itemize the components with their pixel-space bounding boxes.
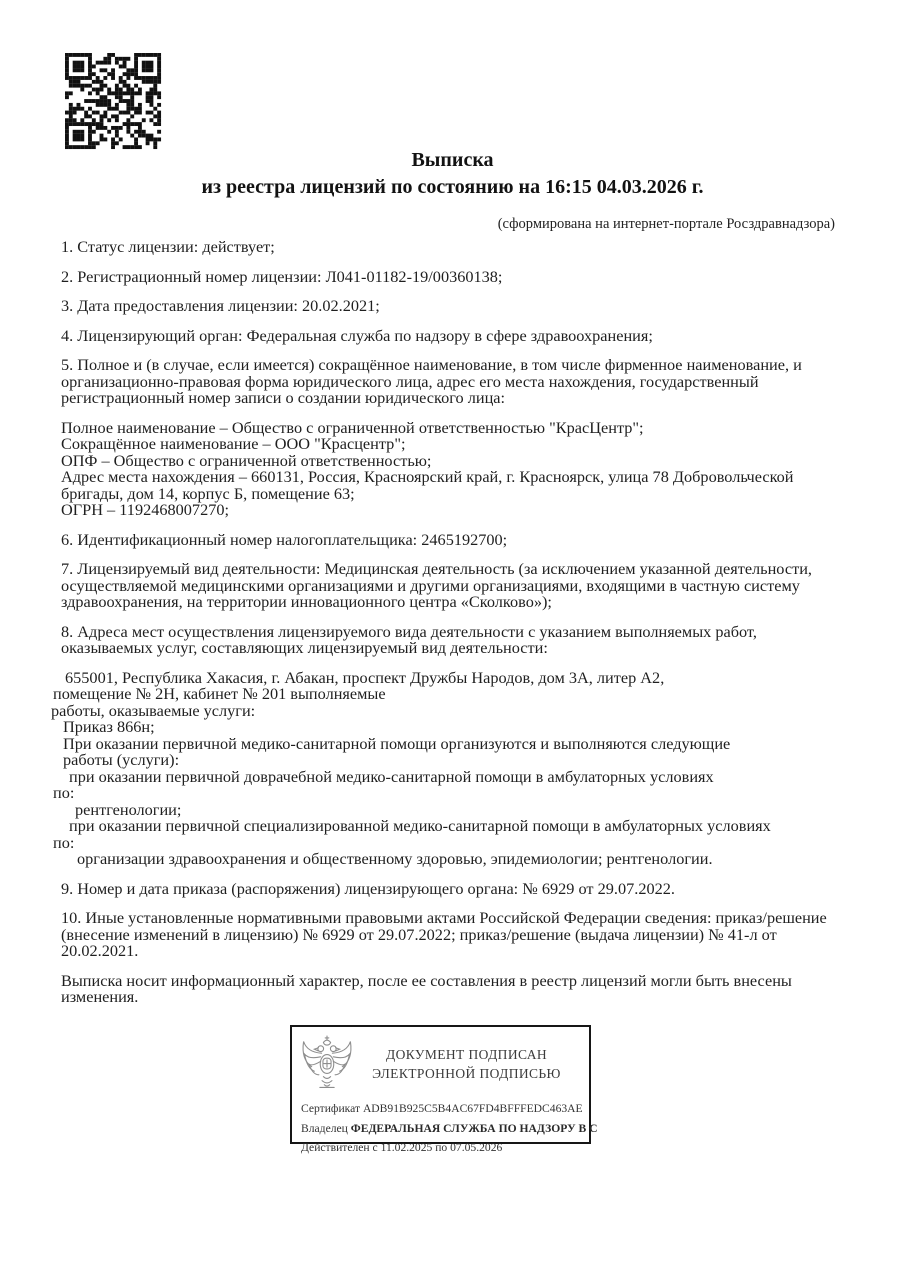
org-details-block <box>61 417 841 519</box>
para-license-status: 1. Статус лицензии: действует; <box>61 237 275 256</box>
org-short-name: Сокращённое наименование – ООО "Красцентр"; <box>61 434 406 453</box>
para-item5-intro: 5. Полное и (в случае, если имеется) сокращённое наименование, в том числе фирменное наименование, и организационно-правовая форма юридического лица, адрес его места нахождения, государственный регистрационный номер записи о создании юридического лица: <box>61 355 802 407</box>
org-ogrn: ОГРН – 1192468007270; <box>61 500 230 519</box>
stamp-details <box>292 1096 598 1158</box>
works-line: При оказании первичной медико-санитарной помощи организуются и выполняются следующие <box>63 733 731 753</box>
document-body <box>51 237 841 1019</box>
digital-signature-stamp <box>290 1025 598 1154</box>
document-title <box>0 147 905 201</box>
para-licensing-authority: 4. Лицензирующий орган: Федеральная служба по надзору в сфере здравоохранения; <box>61 325 653 345</box>
works-line: Приказ 866н; <box>63 717 155 736</box>
stamp-heading-line1: ДОКУМЕНТ ПОДПИСАН <box>385 1047 548 1062</box>
formation-note: (сформирована на интернет-портале Росздравнадзора) <box>497 216 835 232</box>
address-line: 655001, Республика Хакасия, г. Абакан, проспект Дружбы Народов, дом 3А, литер А2, <box>65 667 665 687</box>
org-legal-form: ОПФ – Общество с ограниченной ответственностью; <box>61 450 432 470</box>
coat-of-arms-icon <box>300 1034 354 1094</box>
para-item8-intro: 8. Адреса мест осуществления лицензируемого вида деятельности с указанием выполняемых работ, оказываемых услуг, составляющих лицензируемый вид деятельности: <box>61 621 757 657</box>
org-full-name: Полное наименование – Общество с ограниченной ответственностью "КрасЦентр"; <box>61 417 644 437</box>
works-line: при оказании первичной специализированной медико-санитарной помощи в амбулаторных условиях <box>69 816 771 835</box>
validity-line: Действителен с 11.02.2025 по 07.05.2026 <box>301 1141 503 1154</box>
stamp-heading <box>354 1045 583 1083</box>
para-activity-type: 7. Лицензируемый вид деятельности: Медицинская деятельность (за исключением указанной деятельности, осуществляемой медицинскими организациями и другими организациями, входящими в частную систему здравоохранения, на территории инновационного центра «Сколково»); <box>61 559 812 611</box>
org-address: Адрес места нахождения – 660131, Россия, Красноярский край, г. Красноярск, улица 78 Добровольческой бригады, дом 14, корпус Б, помещение 63; <box>61 467 794 503</box>
address-line: работы, оказываемые услуги: <box>51 700 256 720</box>
owner-value: ФЕДЕРАЛЬНАЯ СЛУЖБА ПО НАДЗОРУ В С <box>350 1121 598 1135</box>
para-closing-note: Выписка носит информационный характер, после ее составления в реестр лицензий могли быть внесены изменения. <box>61 970 792 1006</box>
works-line: по: <box>53 832 75 852</box>
certificate-value: ADB91B925C5B4AC67FD4BFFFEDC463AE <box>362 1102 583 1115</box>
works-line: рентгенологии; <box>75 799 182 819</box>
stamp-header <box>292 1027 589 1096</box>
works-line: при оказании первичной доврачебной медико-санитарной помощи в амбулаторных условиях <box>69 766 714 786</box>
works-line: работы (услуги): <box>63 750 180 769</box>
works-line: по: <box>53 783 75 802</box>
title-line-1: Выписка <box>411 149 494 171</box>
works-line: организации здравоохранения и общественному здоровью, эпидемиологии; рентгенологии. <box>77 849 713 868</box>
para-registration-number: 2. Регистрационный номер лицензии: Л041-01182-19/00360138; <box>61 266 503 286</box>
certificate-label: Сертификат <box>301 1102 361 1115</box>
para-inn: 6. Идентификационный номер налогоплательщика: 2465192700; <box>61 529 508 549</box>
para-license-date: 3. Дата предоставления лицензии: 20.02.2021; <box>61 296 380 315</box>
address-line: помещение № 2Н, кабинет № 201 выполняемые <box>53 684 386 703</box>
stamp-heading-line2: ЭЛЕКТРОННОЙ ПОДПИСЬЮ <box>372 1066 561 1081</box>
title-line-2: из реестра лицензий по состоянию на 16:15 04.03.2026 г. <box>201 176 704 198</box>
owner-line <box>301 1119 598 1139</box>
activity-address-block <box>51 667 841 868</box>
para-order-number: 9. Номер и дата приказа (распоряжения) лицензирующего органа: № 6929 от 29.07.2022. <box>61 878 675 898</box>
certificate-line <box>301 1099 589 1119</box>
qr-code-icon <box>65 53 161 149</box>
para-other-info: 10. Иные установленные нормативными правовыми актами Российской Федерации сведения: приказ/решение (внесение изменений в лицензию) № 6929 от 29.07.2022; приказ/решение (выдача лицензии) № 41-л от 20.02.2021. <box>61 908 827 960</box>
owner-label: Владелец <box>301 1121 348 1135</box>
